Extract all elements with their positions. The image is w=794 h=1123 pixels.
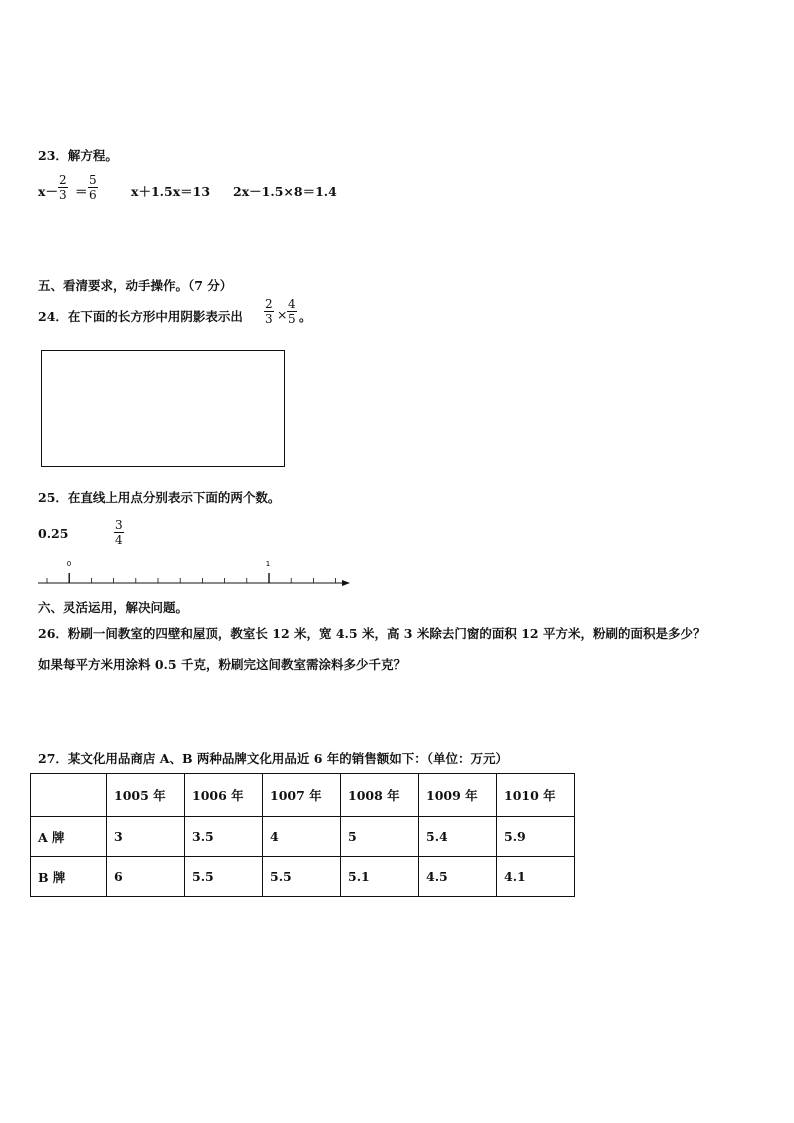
- shading-rectangle[interactable]: [41, 350, 285, 467]
- number-line-arrow: [342, 580, 350, 586]
- eq1-fraction-b: $\frac{5}{6}$: [89, 173, 97, 202]
- section5-title: 五、看清要求，动手操作。（7 分）: [38, 278, 233, 293]
- q24-fraction-b: $\frac{4}{5}$: [288, 297, 296, 326]
- number-line-ticks: [47, 573, 336, 583]
- table-cell: 3.5: [185, 817, 263, 857]
- table-cell: 4.5: [419, 857, 497, 897]
- q23-equation-2: x＋1.5x＝13: [131, 184, 211, 199]
- label-one: 1: [265, 560, 271, 568]
- header-cell: 1009 年: [419, 774, 497, 817]
- q24-text: 24．在下面的长方形中用阴影表示出: [38, 309, 243, 324]
- q25-number-decimal: 0.25: [38, 526, 69, 541]
- table-cell: 4.1: [497, 857, 575, 897]
- section6-title: 六、灵活运用，解决问题。: [38, 600, 189, 615]
- table-row: [31, 857, 575, 897]
- table-cell: 5.1: [341, 857, 419, 897]
- table-cell: 4: [263, 817, 341, 857]
- sales-table: [30, 773, 575, 897]
- row-label: B 牌: [31, 857, 107, 897]
- table-cell: 3: [107, 817, 185, 857]
- header-cell: 1010 年: [497, 774, 575, 817]
- eq1-fraction-a: $\frac{2}{3}$: [59, 173, 67, 202]
- q23-title: 23．解方程。: [38, 148, 118, 163]
- q25-title: 25．在直线上用点分别表示下面的两个数。: [38, 490, 281, 505]
- row-label: A 牌: [31, 817, 107, 857]
- table-cell: 5.9: [497, 817, 575, 857]
- q24-times: ×: [277, 307, 288, 322]
- label-zero: 0: [66, 560, 72, 568]
- eq1-x: x－: [38, 184, 58, 199]
- table-cell: 5.4: [419, 817, 497, 857]
- table-header-row: [31, 774, 575, 817]
- q25-fraction: $\frac{3}{4}$: [115, 518, 123, 547]
- table-row: [31, 817, 575, 857]
- header-cell: [31, 774, 107, 817]
- q27-title: 27．某文化用品商店 A、B 两种品牌文化用品近 6 年的销售额如下：（单位：万元）: [38, 751, 509, 766]
- header-cell: 1005 年: [107, 774, 185, 817]
- number-line[interactable]: [36, 558, 356, 590]
- header-cell: 1006 年: [185, 774, 263, 817]
- q24-fraction-a: $\frac{2}{3}$: [265, 297, 273, 326]
- eq1-equals: ＝: [75, 184, 88, 199]
- table-cell: 5.5: [185, 857, 263, 897]
- table-cell: 5: [341, 817, 419, 857]
- header-cell: 1008 年: [341, 774, 419, 817]
- table-cell: 5.5: [263, 857, 341, 897]
- q24-end: 。: [299, 309, 312, 324]
- table-cell: 6: [107, 857, 185, 897]
- q26-line-2: 如果每平方米用涂料 0.5 千克，粉刷完这间教室需涂料多少千克？: [38, 657, 406, 672]
- q26-line-1: 26．粉刷一间教室的四壁和屋顶，教室长 12 米，宽 4.5 米，高 3 米除去门窗的面积 12 平方米，粉刷的面积是多少？: [38, 626, 706, 641]
- q23-equation-3: 2x－1.5×8＝1.4: [233, 184, 337, 199]
- header-cell: 1007 年: [263, 774, 341, 817]
